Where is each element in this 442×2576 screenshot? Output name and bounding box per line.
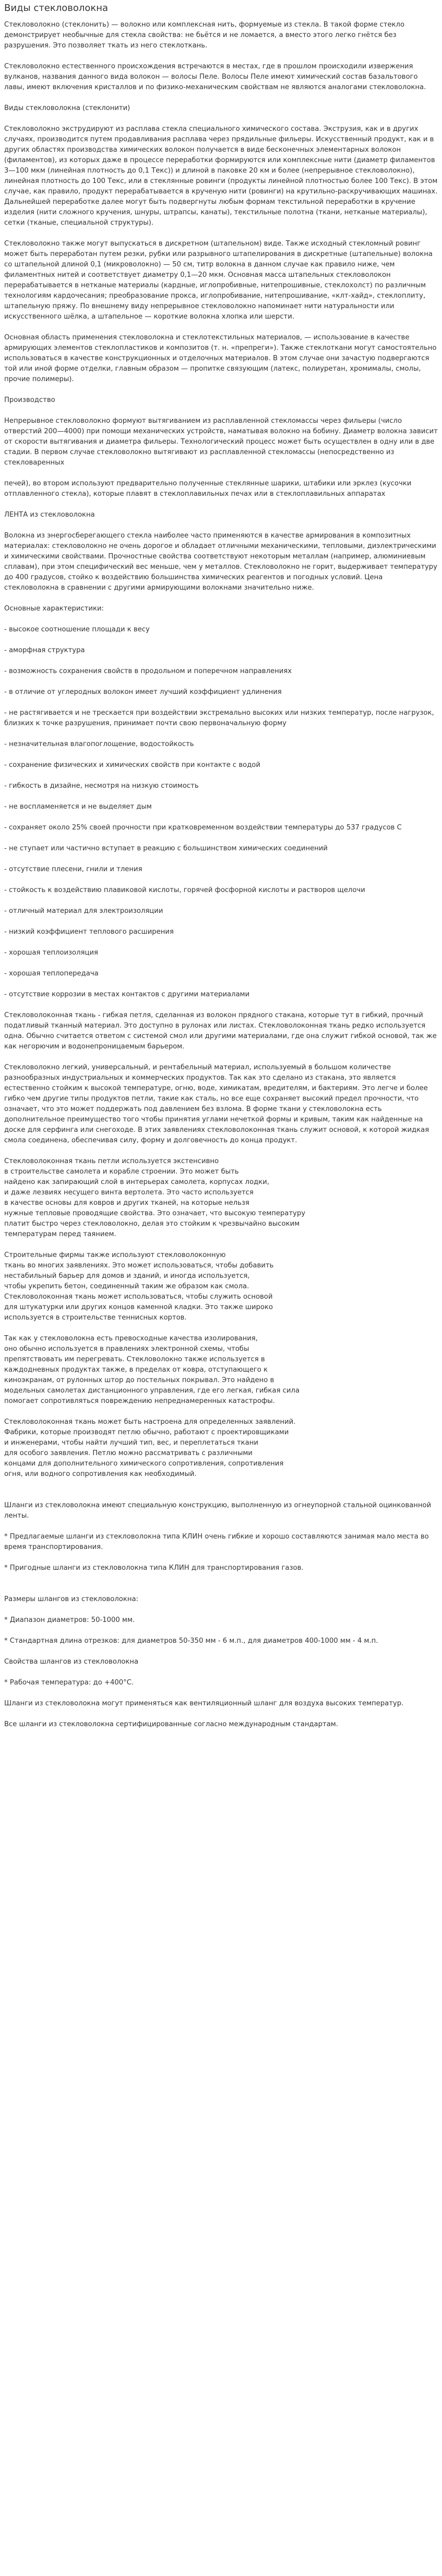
paragraph-ventilation: Шланги из стекловолокна могут применяться как вентиляционный шланг для воздуха высоких температур. <box>4 1700 404 1707</box>
list-item: - отсутствие плесени, гнили и тления <box>4 865 142 873</box>
paragraph-cloth: Стекловолоконная ткань - гибкая петля, сделанная из волокон прядного стакана, которые тут в гибкий, прочный податливый тканный материал. Это доступно в рулонах или листах. Стекловолоконная ткань редко используется одна. Обычно считается ответом с системой смол или другими материалами, где она служит гибкой основой, так же как негорючим и водонепроницаемым барьером. <box>4 1011 437 1051</box>
paragraph-intro: Стекловолокно (стеклонить) — волокно или комплексная нить, формуемые из стекла. В такой форме стекло демонстрирует необычные для стекла свойства: не бьётся и не ломается, а вместо этого легко гнётся без разрушения. Это позволяет ткать из него стеклоткань. <box>4 21 405 50</box>
bullet-gases: * Пригодные шланги из стекловолокна типа КЛИН для транспортирования газов. <box>4 1564 304 1572</box>
list-item: - гибкость в дизайне, несмотря на низкую стоимость <box>4 782 199 790</box>
list-item: - не ступает или частично вступает в реакцию с большинством химических соединений <box>4 845 328 852</box>
list-item: * Диапазон диаметров: 50-1000 мм. <box>4 1616 135 1624</box>
list-item: - незначительная влагопоглощение, водостойкость <box>4 740 194 748</box>
paragraph-insulation: Так как у стекловолокна есть превосходные качества изолирования, оно обычно используется в правлениях электронной схемы, чтобы препятствовать им перегревать. Стекловолокно также используется в каждодневных продуктах также, в пределах от ковра, отступающего к киноэкранам, от рулонных штор до постельных покрывал. Это найдено в модельных самолетах дистанционного управления, где его легкая, гибкая сила помогает сопротивляться повреждению непреднамеренных катастрофы. <box>4 1335 300 1405</box>
paragraph-aircraft: Стекловолоконная ткань петли используется экстенсивно в строительстве самолета и корабле строении. Это может быть найдено как запирающий слой в интерьерах самолета, корпусах лодки, и даже лезвиях несущего винта вертолета. Это часто используется в качестве основы для ковров и других тканей, на которые нельзя нужные тепловые проводящие свойства. Это означает, что высокую температуру платит быстро через стекловолокно, делая это стойким к чрезвычайно высоким температурам перед таянием. <box>4 1157 306 1238</box>
paragraph-hoses: Шланги из стекловолокна имеют специальную конструкцию, выполненную из огнеупорной стальной оцинкованной ленты. <box>4 1501 432 1520</box>
heading-sizes: Размеры шлангов из стекловолокна: <box>4 1595 138 1603</box>
paragraph-certified: Все шланги из стекловолокна сертифицированные согласно международным стандартам. <box>4 1720 338 1728</box>
paragraph-application: Основная область применения стекловолокна и стеклотекстильных материалов, — использование в качестве армирующих элементов стеклопластиков и композитов (т. н. «препреги»). Также стеклоткани могут самостоятельно использоваться в качестве конструкционных и отделочных материалов. В этом случае они зачастую подвергаются той или иной форме отделки, главным образом — пропитке связующим (латекс, полиуретан, хромималы, смолы, прочие полимеры). <box>4 334 437 383</box>
list-item: - стойкость к воздействию плавиковой кислоты, горячей фосфорной кислоты и растворов щелочи <box>4 886 365 894</box>
list-item: - сохраняет около 25% своей прочности при кратковременном воздействии температуры до 537 градусов С <box>4 824 402 832</box>
bullet-flexible: * Предлагаемые шланги из стекловолокна типа КЛИН очень гибкие и хорошо составляются занимая мало места во время транспортирования. <box>4 1533 429 1551</box>
list-item: - сохранение физических и химических свойств при контакте с водой <box>4 761 260 769</box>
paragraph-tape: Волокна из энергосберегающего стекла наиболее часто применяются в качестве армирования в композитных материалах: стекловолокно не очень дорогое и обладает отличными механическими, тепловыми, диэлектрическими и химическими свойствами. Прочностные свойства соответствуют некоторым металлам (например, алюминиевым сплавам), при этом специфический вес меньше, чем у металлов. Стекловолокно не горит, выдерживает температуру до 400 градусов, стойко к воздействию большинства химических реагентов и погодных условий. Цена стекловолокна в сравнении с другими армирующими волокнами значительно ниже. <box>4 532 437 592</box>
paragraph-production-2: печей), во втором используют предварительно полученные стеклянные шарики, штабики или эрклез (кусочки отплавленного стекла), которые плавят в стеклоплавильных печах или в стеклоплавильных аппаратах <box>4 480 412 498</box>
heading-props: Свойства шлангов из стекловолокна <box>4 1658 139 1666</box>
list-item: * Рабочая температура: до +400°С. <box>4 1679 134 1687</box>
spacer <box>4 1584 438 1594</box>
page-title: Виды стекловолокна <box>4 3 109 14</box>
list-item: - низкий коэффициент теплового расширения <box>4 928 174 936</box>
list-item: - отличный материал для электроизоляции <box>4 907 163 915</box>
list-item: - возможность сохранения свойств в продольном и поперечном направлениях <box>4 667 292 675</box>
paragraph-natural: Стекловолокно естественного происхождения встречаются в местах, где в прошлом происходили извержения вулканов, названия данного вида волокон — волосы Пеле. Волосы Пеле имеют химический состав базальтового лавы, имеют включения кристаллов и по физико-механическим свойствам не являются аналогами стекловолокна. <box>4 63 426 91</box>
paragraph-construction: Строительные фирмы также используют стекловолоконную ткань во многих заявлениях. Это может использоваться, чтобы добавить нестабильный барьер для домов и зданий, и иногда используется, чтобы укрепить бетон, соединенный таким же образом как смола. Стекловолоконная ткань может использоваться, чтобы служить основой для штукатурки или других концов каменной кладки. Это также широко используется в строительстве теннисных кортов. <box>4 1251 274 1322</box>
paragraph-custom: Стекловолоконная ткань может быть настроена для определенных заявлений. Фабрики, которые производят петлю обычно, работают с проектировщиками и инженерами, чтобы найти лучший тип, вес, и переплетаться ткани для особого заявления. Петлю можно рассматривать с различными концами для дополнительного химического сопротивления, сопротивления огня, или водного сопротивления как необходимый. <box>4 1418 296 1478</box>
heading-features: Основные характеристики: <box>4 605 104 613</box>
list-item: - не воспламеняется и не выделяет дым <box>4 803 152 811</box>
paragraph-extrusion: Стекловолокно экструдируют из расплава стекла специального химического состава. Экструзия, как и в других случаях, производится путем продавливания расплава через прядильные фильеры. Искусственный продукт, как и в других областях производства химических волокон получается в виде бесконечных элементарных волокон (филаментов), из которых даже в процессе переработки формируются или комплексные нити (диаметр филаментов 3—100 мкм (линейная плотность до 0,1 Текс)) и длиной в паковке 20 км и более (непрерывное стекловолокно), линейная плотность до 100 Текс, или в стеклянные ровинги (продукты линейной плотностью более 100 Текс). В этом случае, как правило, продукт перерабатывается в крученую нити (ровинги) на крутильно-раскручивающих машинах. Дальнейшей переработке далее могут быть подвергнуты любым формам текстильной переработки в кручение изделия (нити сложного кручения, шнуры, штрапсы, канаты), текстильные полотна (ткани, нетканые материалы), сетки (тканые, специальной структуры). <box>4 125 438 227</box>
list-item: - отсутствие коррозии в местах контактов с другими материалами <box>4 991 250 998</box>
heading-types: Виды стекловолокна (стеклонити) <box>4 104 130 112</box>
list-item: - в отличие от углеродных волокон имеет лучший коэффициент удлинения <box>4 688 282 696</box>
list-item: - хорошая теплопередача <box>4 970 99 978</box>
features-list <box>4 625 438 1000</box>
heading-tape: ЛЕНТА из стекловолокна <box>4 511 95 519</box>
spacer <box>4 1490 438 1500</box>
paragraph-production: Непрерывное стекловолокно формуют вытягиванием из расплавленной стекломассы через фильеры (число отверстий 200—4000) при помощи механических устройств, наматывая волокно на бобину. Диаметр волокна зависит от скорости вытягивания и диаметра фильеры. Технологический процесс может быть осуществлен в одну или в две стадии. В первом случае стекловолокно вытягивают из расплавленной стекломассы (непосредственно из стекловаренных <box>4 417 438 467</box>
paragraph-versatile: Стекловолокно легкий, универсальный, и рентабельный материал, используемый в большом количестве разнообразных индустриальных и коммерческих продуктов. Так как это сделано из стакана, это является естественно стойким к высокой температуре, огню, воде, химикатам, вредителям, и бактериям. Это легче и более гибко чем другие типы продуктов петли, такие как сталь, но все еще сохраняет высокий предел прочности, что означает, что это может поддержать под давлением без взлома. В форме ткани у стекловолокна есть дополнительное преимущество того чтобы принятия углами нечеткой формы и кривым, таким как найденные на доске для серфинга или снегоходе. В этих заявлениях стекловолоконная ткань служит основой, к которой жидкая смола соединена, обеспечивая силу, форму и долговечность до конца продукт. <box>4 1064 429 1144</box>
list-item: - аморфная структура <box>4 646 85 654</box>
paragraph-staple: Стекловолокно также могут выпускаться в дискретном (штапельном) виде. Также исходный стекломный ровинг может быть переработан путем резки, рубки или разрывного штапелирования в дискретные (штапельные) волокна со штапельной длиной 0,1 (микроволокно) — 50 см, титр волокна в данном случае как правило ниже, чем филаментных нитей и соответствует диаметру 0,1—20 мкм. Основная масса штапельных стекловолокон перерабатывается в нетканые материалы (кардные, иглопробивные, нитепрошивные, стеклохолст) по различным технологиям кардочесания; преобразование прокса, иглопробивание, нитепрошивание, «клт-хайд», стеклоплиту, штапельную пряжу. По внешнему виду непрерывное стекловолокно напоминает нити натуральности или искусственного шёлка, а штапельное — короткие волокна хлопка или шерсти. <box>4 240 433 321</box>
list-item: * Стандартная длина отрезков: для диаметров 50-350 мм - 6 м.п., для диаметров 400-1000 мм - 4 м.п. <box>4 1637 378 1645</box>
list-item: - высокое соотношение площади к весу <box>4 626 150 633</box>
heading-production: Производство <box>4 396 55 404</box>
list-item: - хорошая теплоизоляция <box>4 949 98 957</box>
list-item: - не растягивается и не трескается при воздействии экстремально высоких или низких температур, после нагрузок, близких к точке разрушения, принимает почти свою первоначальную форму <box>4 709 434 727</box>
